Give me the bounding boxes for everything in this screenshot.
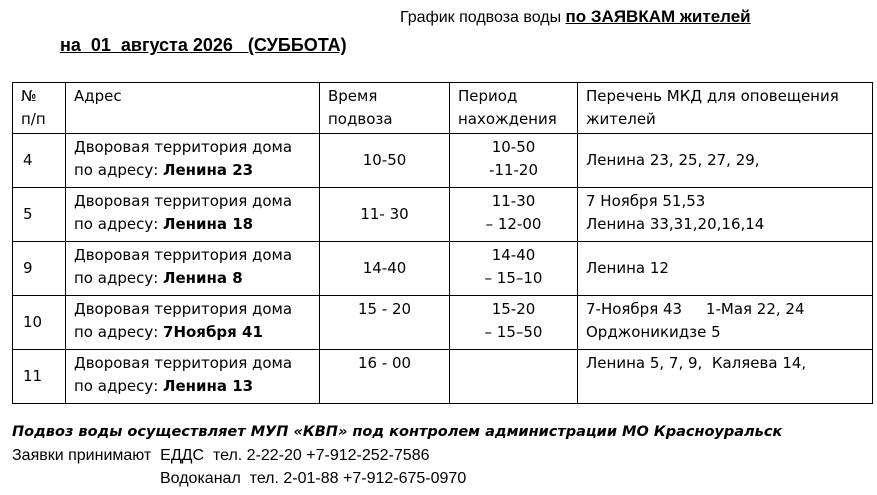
row-time: 10-50 [320,134,450,188]
table-row [13,134,873,188]
row-period [450,350,578,404]
row-num: 4 [13,134,66,188]
address-bold: Ленина 8 [163,269,243,287]
schedule-table [12,82,873,404]
row-time: 15 - 20 [320,296,450,350]
header-time: Время подвоза [320,83,450,134]
row-time: 11- 30 [320,188,450,242]
row-building-list: 7-Ноября 43 1-Мая 22, 24 Орджоникидзе 5 [578,296,873,350]
address-bold: Ленина 13 [163,377,254,395]
row-building-list: 7 Ноября 51,53 Ленина 33,31,20,16,14 [578,188,873,242]
date-line: на 01 августа 2026 (СУББОТА) [60,35,347,55]
header-address: Адрес [66,83,320,134]
row-building-list: Ленина 12 [578,242,873,296]
row-address: Дворовая территория дома по адресу: Ленина 13 [66,350,320,404]
row-address: Дворовая территория дома по адресу: Ленина 18 [66,188,320,242]
table-header-row [13,83,873,134]
table-row [13,296,873,350]
row-address: Дворовая территория дома по адресу: Ленина 8 [66,242,320,296]
row-period: 10-50 -11-20 [450,134,578,188]
table-row [13,188,873,242]
row-time: 16 - 00 [320,350,450,404]
address-bold: Ленина 23 [163,161,254,179]
row-num: 10 [13,296,66,350]
row-period: 15-20 – 15–50 [450,296,578,350]
row-period: 14-40 – 15–10 [450,242,578,296]
contacts-line-edds: Заявки принимают ЕДДС тел. 2-22-20 +7-912-252-7586 [12,447,430,464]
row-time: 14-40 [320,242,450,296]
title-emphasis: по ЗАЯВКАМ жителей [565,7,751,26]
row-num: 9 [13,242,66,296]
row-address: Дворовая территория дома по адресу: 7Ноября 41 [66,296,320,350]
title-prefix: График подвоза воды [400,9,566,26]
table-row [13,350,873,404]
schedule-title [400,7,751,27]
row-building-list: Ленина 23, 25, 27, 29, [578,134,873,188]
contacts-line-vodokanal: Водоканал тел. 2-01-88 +7-912-675-0970 [160,470,467,487]
operator-note: Подвоз воды осуществляет МУП «КВП» под контролем администрации МО Красноуральск [12,424,783,440]
row-num: 5 [13,188,66,242]
address-bold: Ленина 18 [163,215,254,233]
header-num: № п/п [13,83,66,134]
address-bold: 7Ноября 41 [163,323,263,341]
header-building-list: Перечень МКД для оповещения жителей [578,83,873,134]
header-period: Период нахождения [450,83,578,134]
table-row [13,242,873,296]
row-num: 11 [13,350,66,404]
row-period: 11-30 – 12-00 [450,188,578,242]
row-address: Дворовая территория дома по адресу: Ленина 23 [66,134,320,188]
row-building-list: Ленина 5, 7, 9, Каляева 14, [578,350,873,404]
